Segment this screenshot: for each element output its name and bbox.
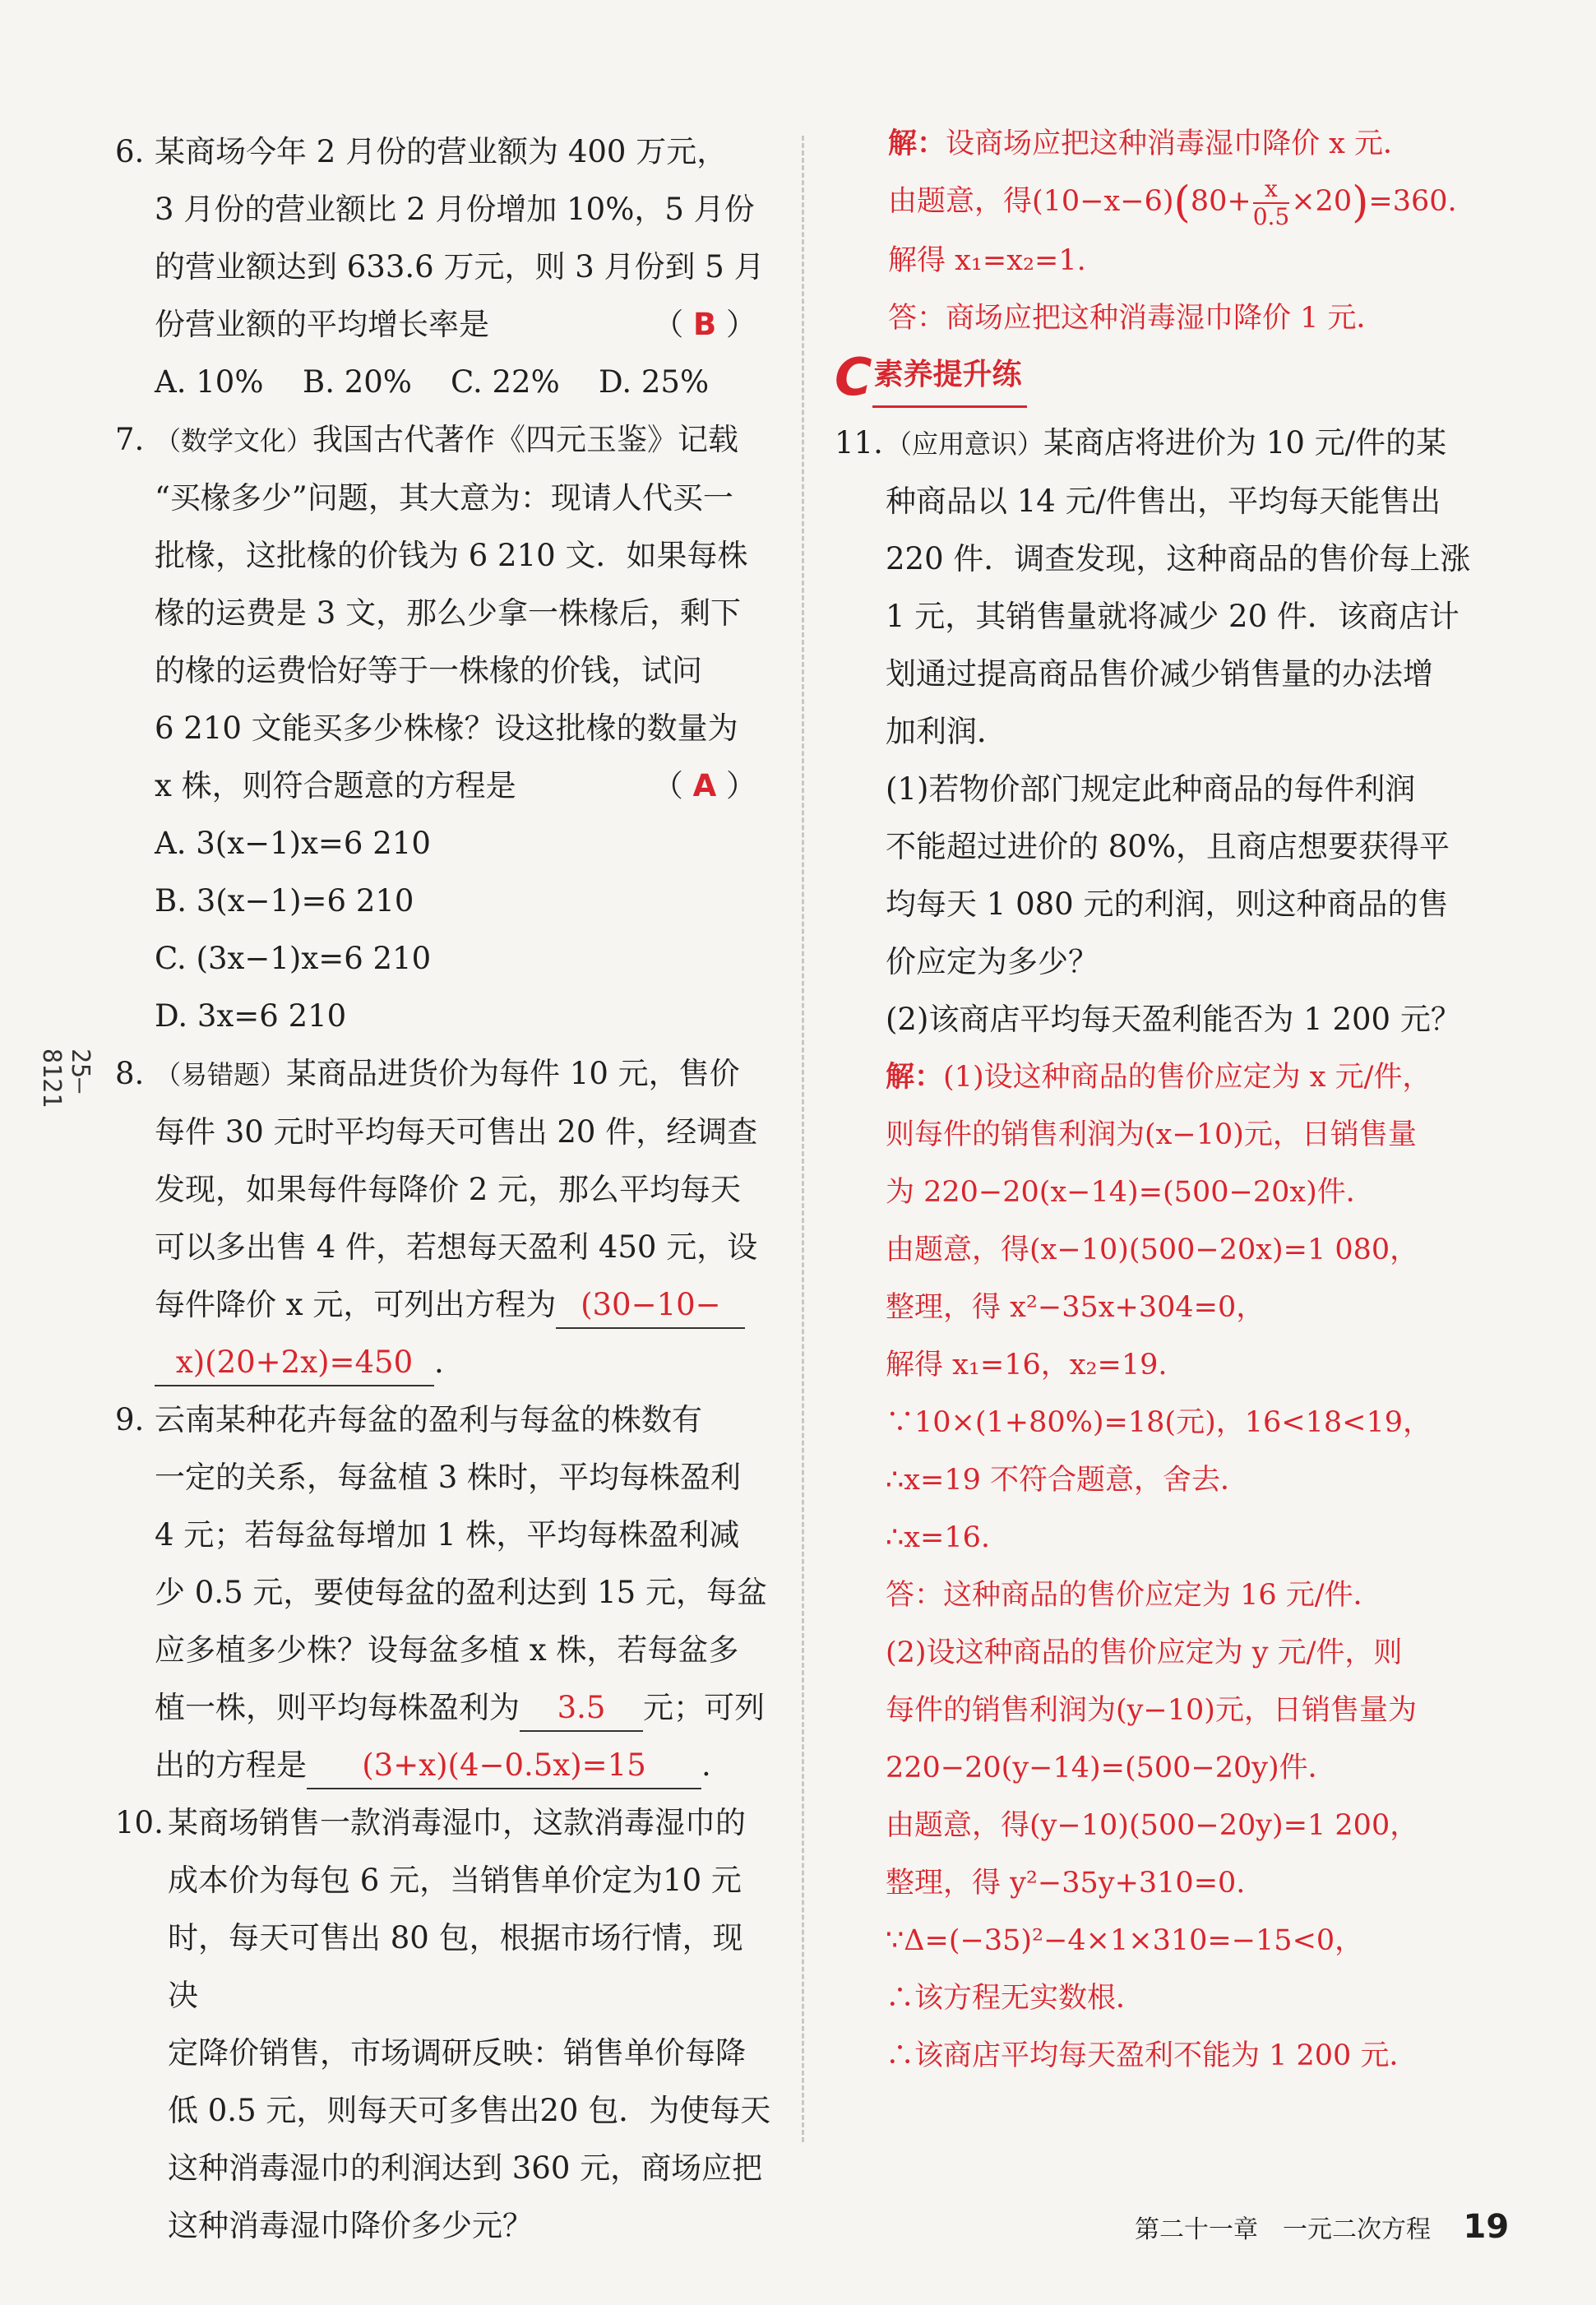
solution-line: 为 220−20(x−14)=(500−20x)件． <box>886 1175 1375 1209</box>
question-line: 每件 30 元时平均每天可售出 20 件，经调查 <box>155 1114 758 1150</box>
option-a: A. 3(x−1)x=6 210 <box>155 826 431 861</box>
answer-choice: B <box>693 307 717 342</box>
question-line: 批椽，这批椽的价钱为 6 210 文．如果每株 <box>155 538 748 573</box>
question-7 <box>115 411 773 1045</box>
solution-line: 解得 x₁=16，x₂=19. <box>886 1348 1168 1382</box>
page-footer <box>1135 2208 1509 2246</box>
option-c: C. (3x−1)x=6 210 <box>155 941 432 976</box>
option-a: A. 10% <box>155 364 264 400</box>
option-d: D. 25% <box>599 364 710 400</box>
q11-solution <box>886 1048 1492 2085</box>
option-d: D. 3x=6 210 <box>155 998 347 1034</box>
question-line: “买椽多少”问题，其大意为：现请人代买一 <box>155 480 733 516</box>
section-title: 素养提升练 <box>872 346 1027 408</box>
side-code: 25—8121 <box>37 1048 95 1109</box>
solution-line: ∴x=16. <box>886 1520 990 1554</box>
question-number: 8. <box>115 1056 145 1091</box>
question-8 <box>115 1045 773 1391</box>
question-line: 3 月份的营业额比 2 月份增加 10%，5 月份 <box>155 192 755 227</box>
solution-line: 解得 x₁=x₂=1. <box>888 243 1086 277</box>
question-line: 划通过提高商品售价减少销售量的办法增 <box>886 655 1433 692</box>
question-line: （应用意识）某商店将进价为 10 元/件的某 <box>886 424 1447 461</box>
question-line: 均每天 1 080 元的利润，则这种商品的售 <box>886 886 1449 922</box>
question-number: 10. <box>115 1805 164 1840</box>
question-6 <box>115 123 773 411</box>
question-line: （易错题）某商品进货价为每件 10 元，售价 <box>155 1056 740 1091</box>
fraction: $\frac{x}{0.5}$ <box>1252 174 1290 230</box>
question-line: 可以多出售 4 件，若想每天盈利 450 元，设 <box>155 1229 758 1265</box>
question-line: 220 件．调查发现，这种商品的售价每上涨 <box>886 540 1471 576</box>
fill-blank-answer: (30−10− <box>556 1283 745 1329</box>
question-line: 种商品以 14 元/件售出，平均每天能售出 <box>886 483 1441 519</box>
question-line: 低 0.5 元，则每天可多售出20 包．为使每天 <box>168 2093 771 2128</box>
solution-line: ∴该商店平均每天盈利不能为 1 200 元． <box>886 2039 1418 2072</box>
solution-line: 整理，得 x²−35x+304=0， <box>886 1290 1265 1324</box>
question-line: 成本价为每包 6 元，当销售单价定为10 元 <box>168 1863 742 1898</box>
question-tag: （应用意识） <box>886 428 1044 460</box>
question-line: 一定的关系，每盆植 3 株时，平均每株盈利 <box>155 1460 742 1495</box>
solution-line: ∵10×(1+80%)=18(元)，16<18<19， <box>886 1405 1432 1439</box>
page-number: 19 <box>1463 2208 1510 2246</box>
question-line: 的营业额达到 633.6 万元，则 3 月份到 5 月 <box>155 249 765 285</box>
solution-label: 解： <box>888 127 946 160</box>
question-line: 少 0.5 元，要使每盆的盈利达到 15 元，每盆 <box>155 1575 767 1610</box>
right-column <box>835 115 1492 2085</box>
question-line: 发现，如果每件每降价 2 元，那么平均每天 <box>155 1172 742 1207</box>
solution-line: 则每件的销售利润为(x−10)元，日销售量 <box>886 1118 1417 1151</box>
left-column <box>115 123 773 2255</box>
question-line: (1)若物价部门规定此种商品的每件利润 <box>886 771 1416 807</box>
question-line: 这种消毒湿巾的利润达到 360 元，商场应把 <box>168 2150 763 2186</box>
question-line: 椽的运费是 3 文，那么少拿一株椽后，剩下 <box>155 595 742 631</box>
fill-blank-answer: 3.5 <box>520 1686 643 1732</box>
fill-blank-answer: (3+x)(4−0.5x)=15 <box>307 1743 701 1789</box>
solution-line: ∴该方程无实数根． <box>886 1981 1145 2015</box>
option-b: B. 3(x−1)=6 210 <box>155 883 414 919</box>
section-heading <box>835 346 1492 407</box>
section-letter: C <box>835 346 872 407</box>
solution-equation: 由题意，得(10−x−6)(80+ $\frac{x}{0.5}$ ×20)=360. <box>888 174 1457 230</box>
chapter-title: 第二十一章 一元二次方程 <box>1135 2215 1431 2244</box>
question-line: 6 210 文能买多少株椽？设这批椽的数量为 <box>155 710 738 746</box>
question-11 <box>835 414 1492 2085</box>
question-line: 某商场销售一款消毒湿巾，这款消毒湿巾的 <box>168 1805 746 1840</box>
solution-line: 220−20(y−14)=(500−20y)件． <box>886 1751 1337 1784</box>
question-line: 植一株，则平均每株盈利为 3.5 元；可列 <box>155 1679 773 1737</box>
question-line: （数学文化）我国古代著作《四元玉鉴》记载 <box>155 422 739 457</box>
question-line: 价应定为多少？ <box>886 943 1099 979</box>
solution-line: 每件的销售利润为(y−10)元，日销售量为 <box>886 1693 1417 1727</box>
question-tag: （数学文化） <box>155 425 313 456</box>
question-line: 不能超过进价的 80%，且商店想要获得平 <box>886 828 1450 864</box>
question-number: 7. <box>115 422 145 457</box>
solution-line: 由题意，得(x−10)(500−20x)=1 080， <box>886 1233 1419 1266</box>
question-line: 云南某种花卉每盆的盈利与每盆的株数有 <box>155 1402 702 1437</box>
q10-solution <box>835 115 1492 347</box>
question-line: 时，每天可售出 80 包，根据市场行情，现决 <box>168 1920 743 2013</box>
column-divider <box>802 136 804 2142</box>
solution-line: 整理，得 y²−35y+310=0. <box>886 1866 1246 1900</box>
question-line: 出的方程是 (3+x)(4−0.5x)=15 . <box>155 1737 773 1794</box>
solution-line: 答：商场应把这种消毒湿巾降价 1 元． <box>888 301 1386 335</box>
solution-line: ∴x=19 不符合题意，舍去． <box>886 1463 1249 1497</box>
question-line: 1 元，其销售量就将减少 20 件．该商店计 <box>886 598 1460 634</box>
question-line: 加利润． <box>886 713 1007 749</box>
option-row <box>115 354 773 411</box>
question-10 <box>115 1794 773 2255</box>
question-line: 每件降价 x 元，可列出方程为 (30−10− <box>155 1276 773 1334</box>
question-line: x)(20+2x)=450 . <box>155 1334 773 1391</box>
option-c: C. 22% <box>451 364 560 400</box>
answer-bracket: （ A ） <box>652 768 756 803</box>
question-line: 的椽的运费恰好等于一株椽的价钱，试问 <box>155 653 702 688</box>
question-line: 份营业额的平均增长率是 （ B ） <box>155 296 773 354</box>
question-line: 这种消毒湿巾降价多少元？ <box>168 2208 533 2243</box>
question-line: 定降价销售，市场调研反映：销售单价每降 <box>168 2035 746 2071</box>
solution-line: ∵Δ=(−35)²−4×1×310=−15<0， <box>886 1923 1364 1957</box>
question-number: 9. <box>115 1402 145 1437</box>
question-line: 应多植多少株？设每盆多植 x 株，若每盆多 <box>155 1632 739 1668</box>
question-line: 某商场今年 2 月份的营业额为 400 万元， <box>155 134 728 169</box>
solution-line: 解：(1)设这种商品的售价应定为 x 元/件， <box>886 1060 1432 1094</box>
answer-bracket: （ B ） <box>653 307 756 342</box>
answer-choice: A <box>692 768 717 803</box>
fill-blank-answer: x)(20+2x)=450 <box>155 1340 434 1386</box>
solution-line: 答：这种商品的售价应定为 16 元/件． <box>886 1578 1382 1612</box>
solution-line: 解：设商场应把这种消毒湿巾降价 x 元． <box>888 127 1413 160</box>
solution-label: 解： <box>886 1060 944 1094</box>
question-line: (2)该商店平均每天盈利能否为 1 200 元？ <box>886 1001 1461 1037</box>
question-9 <box>115 1391 773 1794</box>
question-line: 4 元；若每盆每增加 1 株，平均每株盈利减 <box>155 1517 740 1553</box>
solution-line: (2)设这种商品的售价应定为 y 元/件，则 <box>886 1636 1403 1669</box>
solution-line: 由题意，得(y−10)(500−20y)=1 200， <box>886 1808 1419 1842</box>
question-line: x 株，则符合题意的方程是 （ A ） <box>155 757 773 815</box>
option-b: B. 20% <box>303 364 412 400</box>
question-number: 11. <box>835 424 883 461</box>
question-number: 6. <box>115 134 145 169</box>
question-tag: （易错题） <box>155 1059 287 1090</box>
